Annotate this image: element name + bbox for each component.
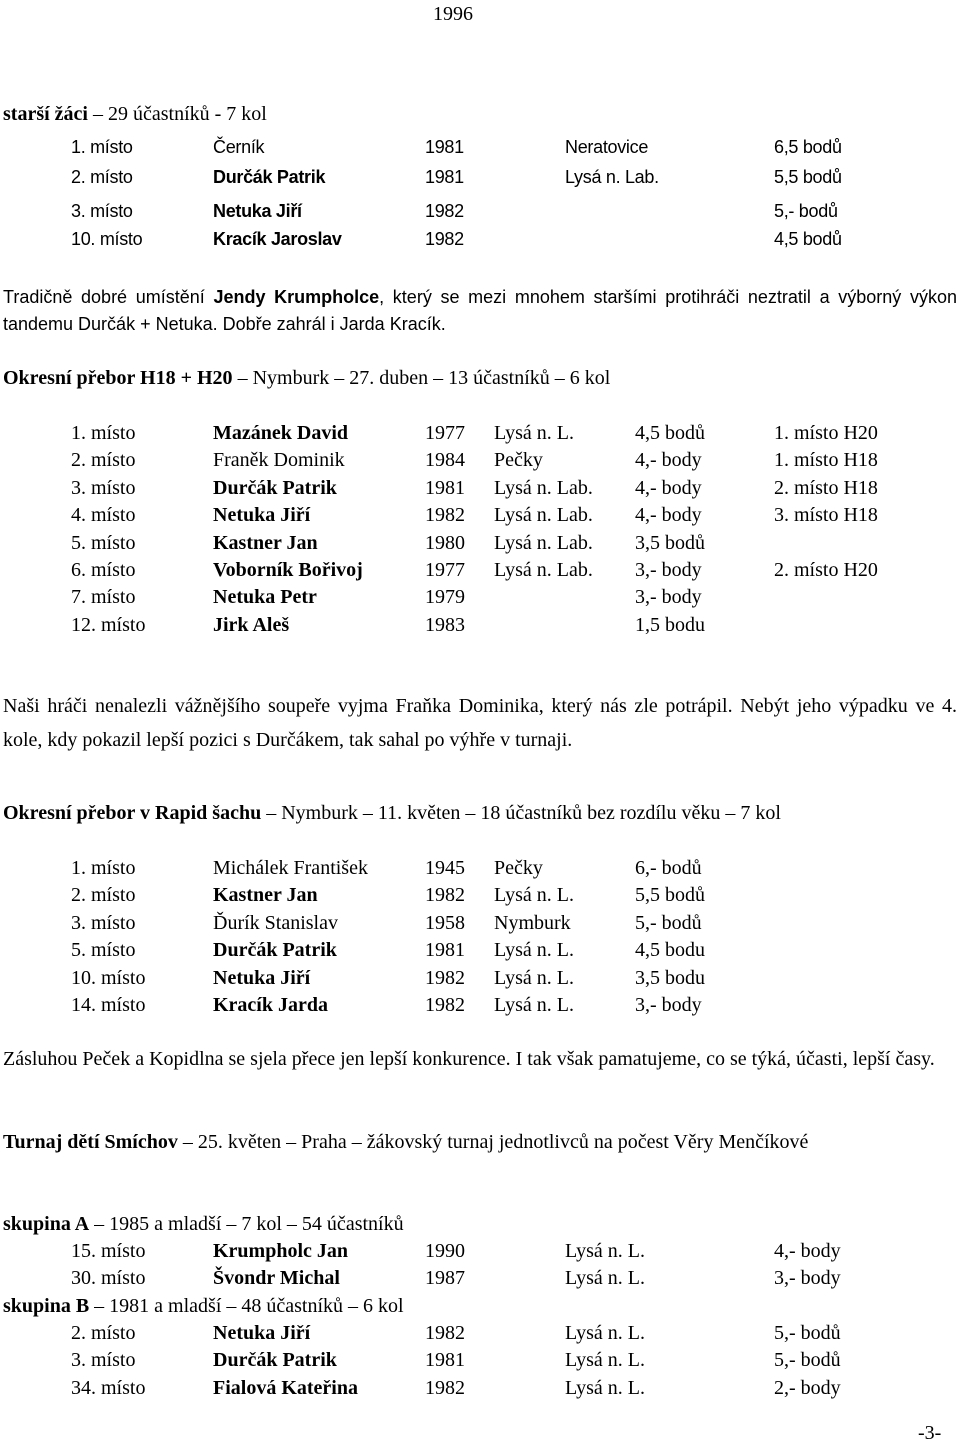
club: Lysá n. L.	[494, 939, 574, 962]
result-row	[0, 882, 960, 908]
section-heading-rest: – 25. květen – Praha – žákovský turnaj jednotlivců na počest Věry Menčíkové	[177, 1131, 809, 1153]
result-row	[0, 557, 960, 583]
category-place: 2. místo H20	[774, 559, 878, 581]
player-name: Jirk Aleš	[213, 613, 290, 636]
result-row	[0, 910, 960, 936]
group-label-bold: skupina A	[3, 1213, 90, 1235]
points: 5,- bodů	[774, 1349, 841, 1372]
place: 2. místo	[71, 449, 136, 472]
section-heading-rest: – Nymburk – 11. květen – 18 účastníků bez rozdílu věku – 7 kol	[261, 802, 781, 824]
player-name: Voborník Bořivoj	[213, 559, 363, 581]
section-heading-rest: – 29 účastníků - 7 kol	[87, 103, 267, 125]
birth-year: 1982	[425, 504, 465, 527]
page-number: -3-	[918, 1422, 942, 1444]
place: 3. místo	[71, 476, 136, 499]
page-year: 1996	[433, 3, 473, 25]
points: 3,- body	[635, 586, 702, 609]
section-paragraph: Zásluhou Peček a Kopidlna se sjela přece jen lepší konkurence. I tak však pamatujeme, co se týká, účasti, lepší časy.	[3, 1048, 935, 1070]
points: 4,- body	[635, 504, 702, 527]
club: Lysá n. Lab.	[494, 504, 593, 527]
paragraph-text: , který se mezi mnohem staršími protihráči neztratil a výborný výkon tandemu Durčák + Netuka. Dobře zahrál i Jarda Kracík.	[3, 287, 957, 334]
place: 1. místo	[71, 422, 136, 444]
place: 14. místo	[71, 994, 146, 1016]
player-name: Netuka Petr	[213, 586, 317, 609]
place: 1. místo	[71, 857, 136, 879]
player-name: Durčák Patrik	[213, 939, 337, 962]
result-row	[0, 1320, 960, 1346]
points: 5,- bodů	[774, 1322, 841, 1344]
result-row	[0, 134, 960, 160]
player-name: Netuka Jiří	[213, 201, 302, 221]
club: Lysá n. L.	[565, 1240, 645, 1262]
result-row	[0, 1238, 960, 1264]
birth-year: 1980	[425, 531, 465, 554]
club: Lysá n. L.	[494, 966, 574, 989]
club: Lysá n. L.	[565, 1322, 645, 1344]
player-name: Franěk Dominik	[213, 449, 345, 472]
place: 2. místo	[71, 1322, 136, 1344]
result-row	[0, 1265, 960, 1291]
club: Lysá n. Lab.	[494, 559, 593, 581]
birth-year: 1982	[425, 1322, 465, 1344]
points: 4,- body	[635, 476, 702, 499]
club: Pečky	[494, 449, 543, 472]
player-name: Netuka Jiří	[213, 1322, 311, 1344]
birth-year: 1982	[425, 1376, 465, 1399]
group-label-rest: – 1981 a mladší – 48 účastníků – 6 kol	[89, 1295, 404, 1317]
points: 4,- body	[635, 449, 702, 472]
club: Lysá n. L.	[494, 884, 574, 907]
player-name: Michálek František	[213, 857, 368, 879]
points: 3,5 bodů	[635, 531, 705, 554]
points: 5,5 bodů	[774, 167, 842, 187]
birth-year: 1984	[425, 449, 465, 472]
player-name: Durčák Patrik	[213, 1349, 337, 1372]
club: Lysá n. Lab.	[494, 476, 593, 499]
section-heading-bold: Okresní přebor H18 + H20	[3, 367, 233, 389]
group-heading-b	[3, 1293, 404, 1319]
birth-year: 1979	[425, 586, 465, 609]
player-name: Netuka Jiří	[213, 966, 311, 989]
section-heading-bold: Okresní přebor v Rapid šachu	[3, 802, 262, 824]
points: 5,5 bodů	[635, 884, 705, 907]
paragraph-highlight: Jendy Krumpholce	[213, 287, 380, 307]
place: 2. místo	[71, 167, 133, 187]
place: 15. místo	[71, 1240, 146, 1262]
birth-year: 1981	[425, 167, 464, 187]
birth-year: 1958	[425, 911, 465, 934]
result-row	[0, 612, 960, 638]
place: 5. místo	[71, 939, 136, 962]
place: 3. místo	[71, 911, 136, 934]
birth-year: 1945	[425, 857, 465, 879]
result-row	[0, 855, 960, 881]
result-row	[0, 447, 960, 473]
points: 3,- body	[774, 1267, 841, 1290]
birth-year: 1981	[425, 476, 465, 499]
place: 10. místo	[71, 966, 146, 989]
player-name: Kastner Jan	[213, 531, 318, 554]
player-name: Kracík Jarda	[213, 994, 328, 1016]
points: 3,- body	[635, 559, 702, 581]
points: 3,- body	[635, 994, 702, 1016]
club: Lysá n. L.	[565, 1376, 645, 1399]
birth-year: 1982	[425, 994, 465, 1016]
section-heading-bold: starší žáci	[3, 103, 88, 125]
points: 5,- bodů	[774, 201, 838, 221]
result-row	[0, 226, 960, 252]
result-row	[0, 530, 960, 556]
place: 7. místo	[71, 586, 136, 609]
result-row	[0, 502, 960, 528]
player-name: Durčák Patrik	[213, 476, 337, 499]
section-heading	[3, 365, 610, 391]
birth-year: 1990	[425, 1240, 465, 1262]
result-row	[0, 420, 960, 446]
points: 6,5 bodů	[774, 137, 842, 157]
player-name: Kastner Jan	[213, 884, 318, 907]
place: 6. místo	[71, 559, 136, 581]
birth-year: 1981	[425, 137, 464, 157]
category-place: 3. místo H18	[774, 504, 878, 527]
birth-year: 1982	[425, 201, 464, 221]
player-name: Fialová Kateřina	[213, 1376, 358, 1399]
section-heading	[3, 101, 267, 127]
place: 3. místo	[71, 1349, 136, 1372]
club: Lysá n. L.	[494, 422, 574, 444]
place: 30. místo	[71, 1267, 146, 1290]
birth-year: 1977	[425, 422, 465, 444]
player-name: Švondr Michal	[213, 1267, 340, 1290]
club: Lysá n. Lab.	[494, 531, 593, 554]
place: 3. místo	[71, 201, 133, 221]
points: 4,5 bodů	[635, 422, 705, 444]
club: Lysá n. L.	[565, 1267, 645, 1290]
club: Neratovice	[565, 137, 649, 157]
result-row	[0, 1375, 960, 1401]
result-row	[0, 965, 960, 991]
section-heading	[3, 800, 781, 826]
section-heading-rest: – Nymburk – 27. duben – 13 účastníků – 6 kol	[232, 367, 611, 389]
points: 3,5 bodu	[635, 966, 705, 989]
player-name: Ďurík Stanislav	[213, 911, 338, 934]
player-name: Mazánek David	[213, 422, 348, 444]
category-place: 2. místo H18	[774, 476, 878, 499]
player-name: Durčák Patrik	[213, 167, 326, 187]
points: 5,- bodů	[635, 911, 702, 934]
section-paragraph: Naši hráči nenalezli vážnějšího soupeře vyjma Fraňka Dominika, který nás zle potrápil. Nebýt jeho výpadku ve 4. kole, kdy pokazil lepší pozici s Durčákem, tak sahal po výhře v turnaji.	[3, 695, 957, 751]
result-row	[0, 1347, 960, 1373]
player-name: Netuka Jiří	[213, 504, 311, 527]
club: Lysá n. L.	[494, 994, 574, 1016]
result-row	[0, 475, 960, 501]
place: 5. místo	[71, 531, 136, 554]
birth-year: 1982	[425, 229, 464, 249]
points: 1,5 bodu	[635, 613, 705, 636]
player-name: Černík	[213, 137, 265, 157]
category-place: 1. místo H18	[774, 449, 878, 472]
points: 4,5 bodů	[774, 229, 842, 249]
points: 4,5 bodu	[635, 939, 705, 962]
paragraph-text: Tradičně dobré umístění	[3, 287, 214, 307]
birth-year: 1981	[425, 939, 465, 962]
points: 2,- body	[774, 1376, 841, 1399]
group-heading-a	[3, 1211, 404, 1237]
birth-year: 1987	[425, 1267, 465, 1290]
section-paragraph	[3, 284, 957, 338]
club: Lysá n. L.	[565, 1349, 645, 1372]
club: Lysá n. Lab.	[565, 167, 659, 187]
club: Pečky	[494, 857, 543, 879]
birth-year: 1977	[425, 559, 465, 581]
section-heading	[3, 1128, 957, 1156]
birth-year: 1983	[425, 613, 465, 636]
place: 12. místo	[71, 613, 146, 636]
section-heading-bold: Turnaj dětí Smíchov	[3, 1131, 178, 1153]
place: 10. místo	[71, 229, 143, 249]
club: Nymburk	[494, 911, 571, 934]
category-place: 1. místo H20	[774, 422, 878, 444]
place: 2. místo	[71, 884, 136, 907]
points: 4,- body	[774, 1240, 841, 1262]
player-name: Kracík Jaroslav	[213, 229, 342, 249]
birth-year: 1982	[425, 966, 465, 989]
place: 4. místo	[71, 504, 136, 527]
result-row	[0, 937, 960, 963]
group-label-bold: skupina B	[3, 1295, 90, 1317]
result-row	[0, 164, 960, 190]
player-name: Krumpholc Jan	[213, 1240, 349, 1262]
birth-year: 1981	[425, 1349, 465, 1372]
result-row	[0, 584, 960, 610]
result-row	[0, 992, 960, 1018]
place: 34. místo	[71, 1376, 146, 1399]
result-row	[0, 198, 960, 224]
birth-year: 1982	[425, 884, 465, 907]
place: 1. místo	[71, 137, 133, 157]
points: 6,- bodů	[635, 857, 702, 879]
group-label-rest: – 1985 a mladší – 7 kol – 54 účastníků	[89, 1213, 404, 1235]
